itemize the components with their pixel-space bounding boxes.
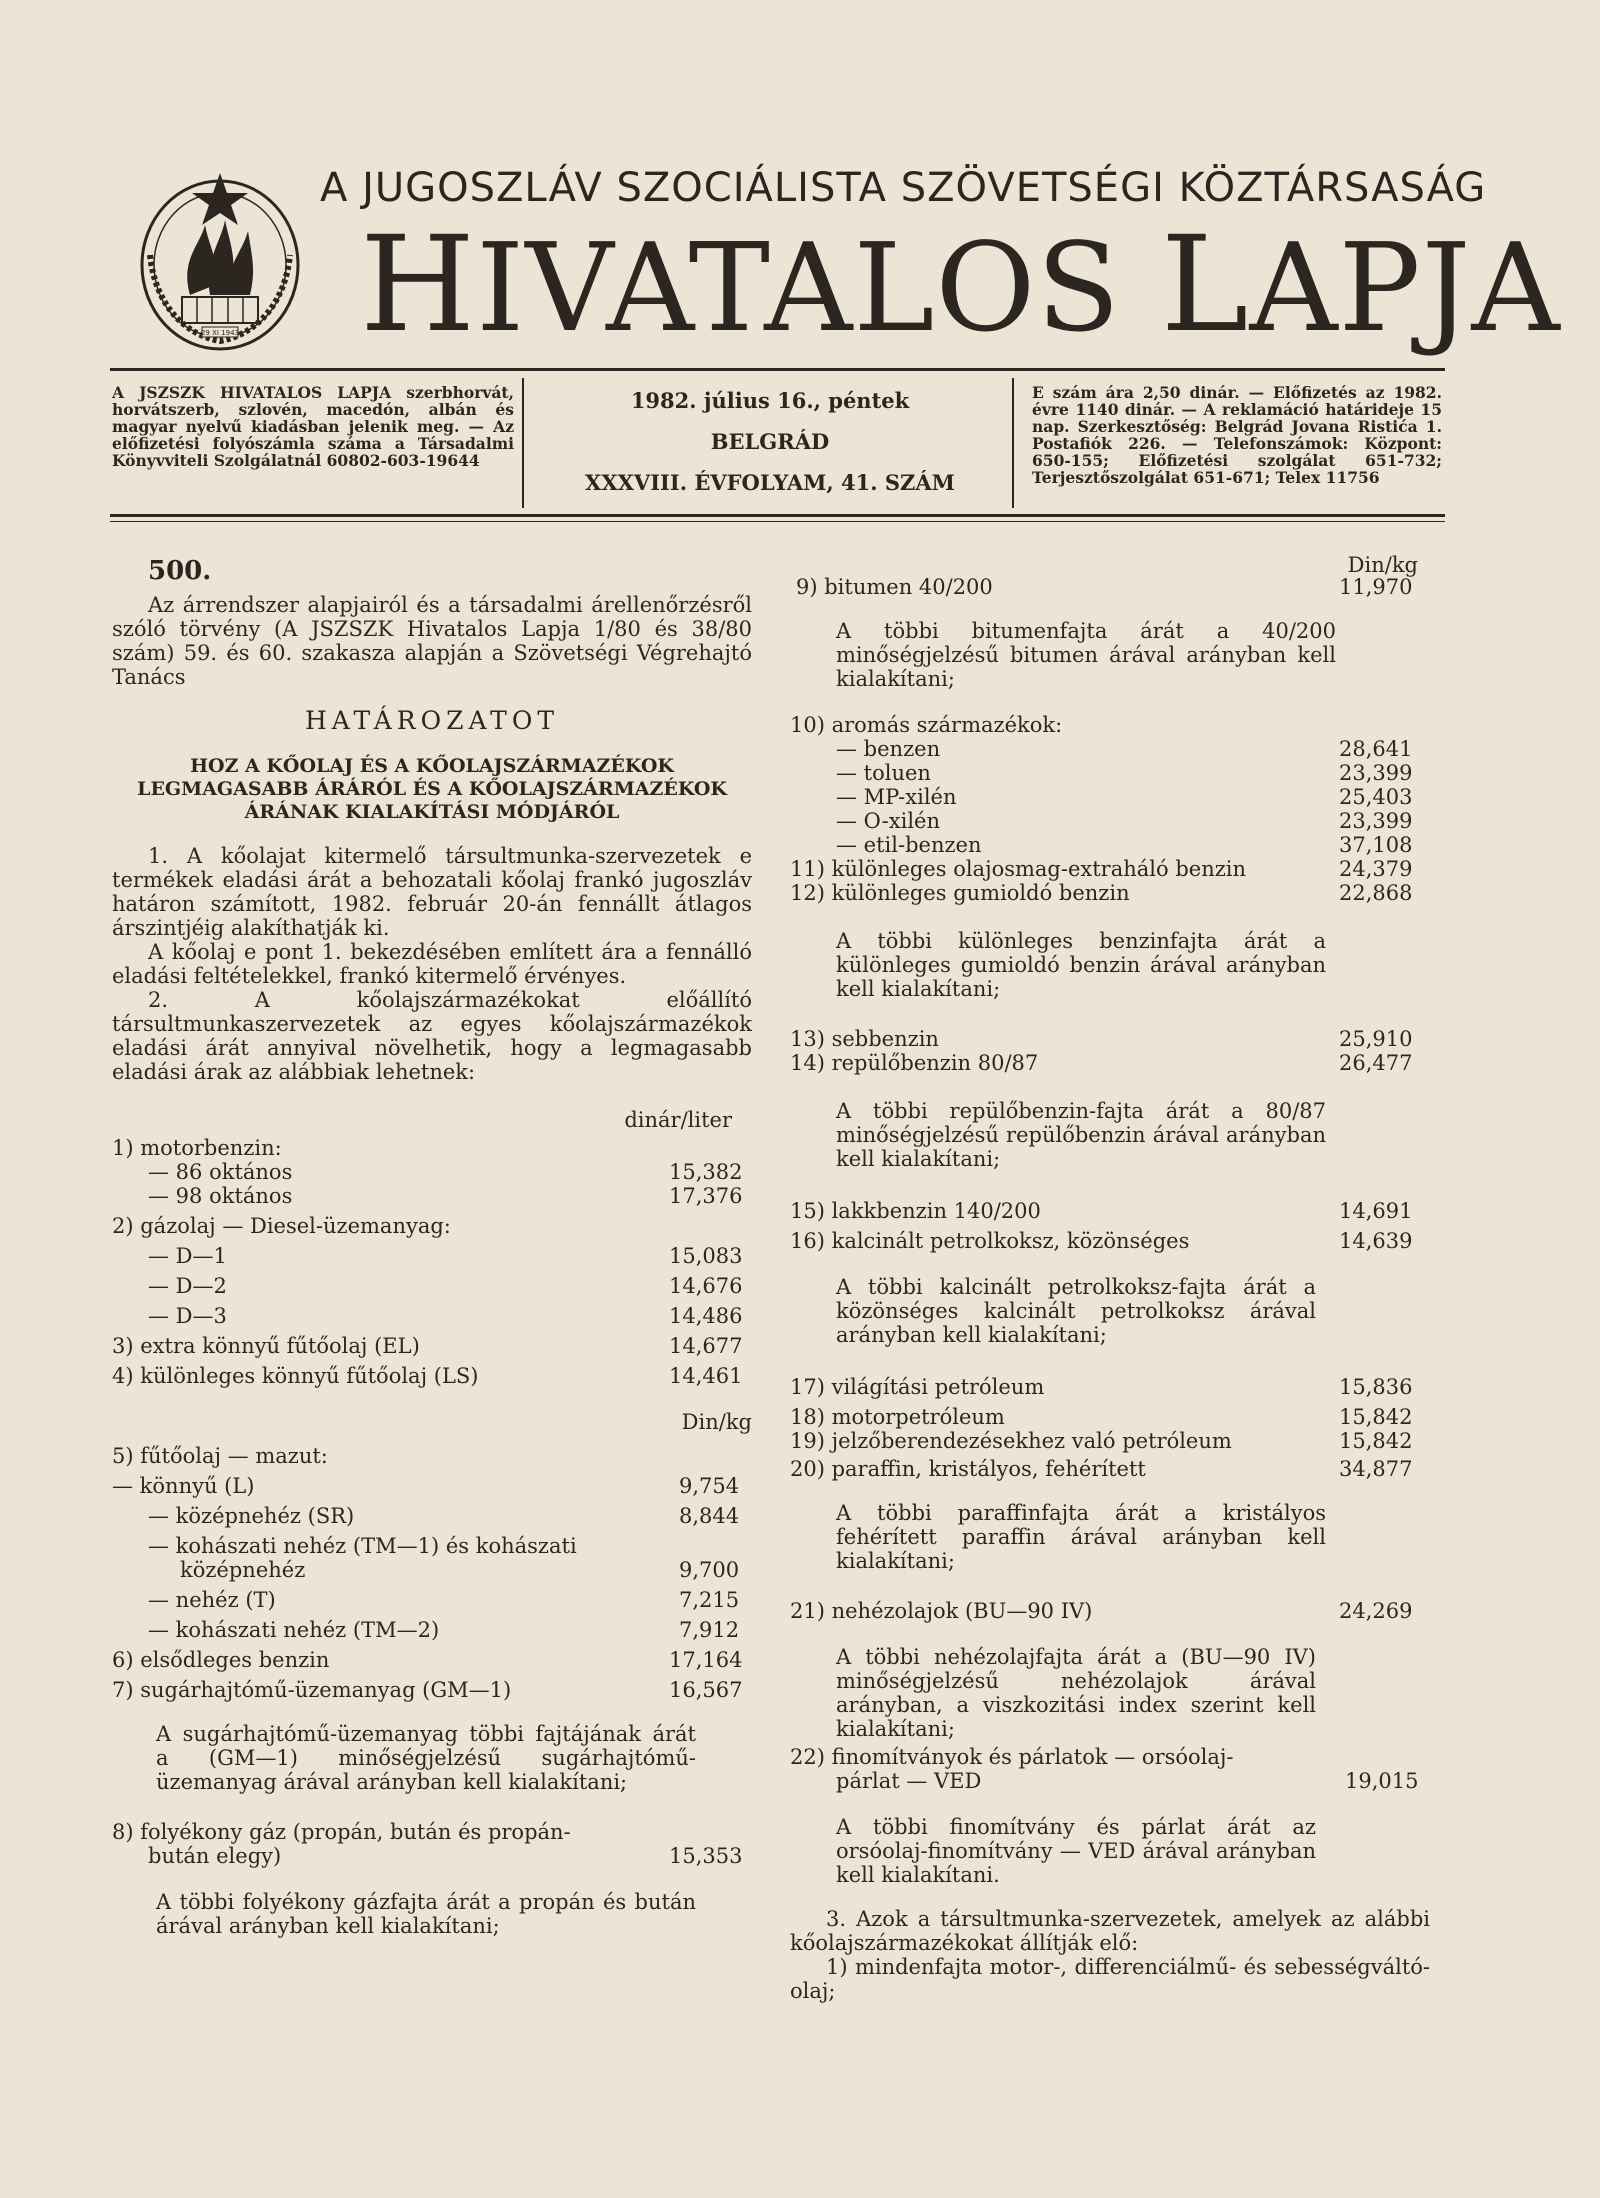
price-row: 3) extra könnyű fűtőolaj (EL) 14,677 [112,1334,743,1358]
price-row: — toluen 23,399 [836,761,1413,785]
paragraph: 2. A kőolajszármazékokat előállító társultmunkaszervezetek az egyes kőolajszármazékok eladási árát annyival növelhetik, hogy a legmagasabb eladási árak az alábbiak lehetnek: [112,988,752,1084]
header-price-info: E szám ára 2,50 dinár. — Előfizetés az 1982. évre 1140 dinár. — A reklamáció határideje 15 nap. Szerkesztőség: Belgrád Jovana Ristića 1. Postafiók 226. — Telefonszámok: Központ: 650-155; Előfizetési szolgálat 651-732; Terjesztőszolgálat 651-671; Telex 11756 [1032,383,1442,487]
price-row: — benzen 28,641 [836,737,1413,761]
paragraph: 1. A kőolajat kitermelő társultmunka-szervezetek e termékek eladási árát a behozatali kőolaj frankó jugoszláv határon számított, 1982. február 20-án fennállt átlagos árszintjéig alakíthatják ki. [112,844,752,940]
note-paragraph: A többi nehézolajfajta árát a (BU—90 IV) minőségjelzésű nehézolajok árával arányban, a viszkozitási index szerint kell kialakítani; [836,1645,1316,1741]
masthead [130,165,1561,365]
paragraph: 3. Azok a társultmunka-szervezetek, amelyek az alábbi kőolajszármazékokat állítják elő: [790,1907,1430,1955]
price-row: bután elegy) 15,353 [148,1844,743,1868]
masthead-superline: A JUGOSZLÁV SZOCIÁLISTA SZÖVETSÉGI KÖZTÁRSASÁG [320,165,1487,211]
issue-number: XXXVIII. ÉVFOLYAM, 41. SZÁM [585,470,955,495]
unit-label: Din/kg [1347,553,1418,577]
price-row: — könnyű (L) 9,754 [112,1474,740,1498]
price-row: középnehéz 9,700 [180,1558,740,1582]
price-row: 10) aromás származékok: [790,713,1063,737]
note-paragraph: A többi finomítvány és párlat árát az orsóolaj-finomítvány — VED árával arányban kell kialakítani. [836,1815,1316,1887]
left-column [112,555,752,1938]
price-row: — D—2 14,676 [148,1274,743,1298]
price-row: 21) nehézolajok (BU—90 IV) 24,269 [790,1599,1413,1623]
note-paragraph: A többi bitumenfajta árát a 40/200 minőségjelzésű bitumen árával arányban kell kialakítani; [836,619,1336,691]
header-divider [1012,378,1014,508]
masthead-title: HIVATALOS LAPJA [360,208,1561,362]
paragraph: A kőolaj e pont 1. bekezdésében említett ára a fennálló eladási feltételekkel, frankó kitermelő érvényes. [112,940,752,988]
header-subscription-info: A JSZSZK HIVATALOS LAPJA szerbhorvát, horvátszerb, szlovén, macedón, albán és magyar nyelvű kiadásban jelenik meg. — Az előfizetési folyószámla száma a Társadalmi Könyvviteli Szolgálatnál 60802-603-19644 [112,383,514,470]
decree-intro: Az árrendszer alapjairól és a társadalmi árellenőrzésről szóló törvény (A JSZSZK Hivatalos Lapja 1/80 és 38/80 szám) 59. és 60. szakasza alapján a Szövetségi Végrehajtó Tanács [112,593,752,689]
header-bottom-rule [110,514,1445,517]
price-row: — etil-benzen 37,108 [836,833,1413,857]
header-top-rule [110,368,1445,371]
price-row: 6) elsődleges benzin 17,164 [112,1648,743,1672]
price-row: — nehéz (T) 7,215 [148,1588,740,1612]
price-row: 2) gázolaj — Diesel-üzemanyag: [112,1214,451,1238]
note-paragraph: A többi paraffinfajta árát a kristályos fehérített paraffin árával arányban kell kialakítani; [836,1501,1326,1573]
price-row: 22) finomítványok és párlatok — orsóolaj- [790,1745,1234,1769]
price-row: 15) lakkbenzin 140/200 14,691 [790,1199,1413,1223]
header-divider [522,378,524,508]
price-row: 8) folyékony gáz (propán, bután és propán- [112,1820,571,1844]
price-row: 4) különleges könnyű fűtőolaj (LS) 14,461 [112,1364,743,1388]
state-emblem-icon [130,165,310,355]
paragraph: 1) mindenfajta motor-, differenciálmű- és sebességváltó-olaj; [790,1955,1430,2003]
price-row: 12) különleges gumioldó benzin 22,868 [790,881,1413,905]
price-row: — D—3 14,486 [148,1304,743,1328]
issue-date: 1982. július 16., péntek [630,388,910,413]
note-paragraph: A sugárhajtómű-üzemanyag többi fajtájának árát a (GM—1) minőségjelzésű sugárhajtómű-üzemanyag árával arányban kell kialakítani; [156,1722,696,1794]
note-paragraph: A többi folyékony gázfajta árát a propán és bután árával arányban kell kialakítani; [156,1890,696,1938]
price-list-2 [112,1444,752,1702]
price-row: 1) motorbenzin: [112,1136,282,1160]
price-row: — 86 oktános 15,382 [148,1160,743,1184]
decree-number: 500. [148,556,212,586]
note-paragraph: A többi repülőbenzin-fajta árát a 80/87 minőségjelzésű repülőbenzin árával arányban kell kialakítani; [836,1099,1326,1171]
decree-heading: HATÁROZATOT [304,706,560,735]
issue-city: BELGRÁD [710,429,830,454]
note-paragraph: A többi kalcinált petrolkoksz-fajta árát a közönséges kalcinált petrolkoksz árával arányban kell kialakítani; [836,1275,1316,1347]
price-row: — 98 oktános 17,376 [148,1184,743,1208]
price-row: — D—1 15,083 [148,1244,743,1268]
price-row: 11) különleges olajosmag-extraháló benzin 24,379 [790,857,1413,881]
price-row: 17) világítási petróleum 15,836 [790,1375,1413,1399]
price-row: 5) fűtőolaj — mazut: [112,1444,328,1468]
right-column [790,555,1440,2003]
price-row: — O-xilén 23,399 [836,809,1413,833]
price-row: 13) sebbenzin 25,910 [790,1027,1413,1051]
price-row: 9) bitumen 40/200 11,970 [796,575,1413,599]
price-row: 14) repülőbenzin 80/87 26,477 [790,1051,1413,1075]
price-row: — MP-xilén 25,403 [836,785,1413,809]
decree-subheading: HOZ A KŐOLAJ ÉS A KŐOLAJSZÁRMAZÉKOK LEGMAGASABB ÁRÁRÓL ÉS A KŐOLAJSZÁRMAZÉKOK ÁRÁNAK KIALAKÍTÁSI MÓDJÁRÓL [137,755,727,823]
price-row: 19) jelzőberendezésekhez való petróleum 15,842 [790,1429,1413,1453]
price-list-1 [112,1136,752,1388]
price-row: 7) sugárhajtómű-üzemanyag (GM—1) 16,567 [112,1678,743,1702]
price-row: — kohászati nehéz (TM—2) 7,912 [148,1618,740,1642]
price-row: 16) kalcinált petrolkoksz, közönséges 14,639 [790,1229,1413,1253]
note-paragraph: A többi különleges benzinfajta árát a különleges gumioldó benzin árával arányban kell kialakítani; [836,929,1326,1001]
price-row: — középnehéz (SR) 8,844 [148,1504,740,1528]
header-issue-info [540,388,1000,511]
price-row: — kohászati nehéz (TM—1) és kohászati [148,1534,577,1558]
price-row: 18) motorpetróleum 15,842 [790,1405,1413,1429]
header-bottom-rule-thin [110,521,1445,522]
unit-label: Din/kg [681,1410,752,1434]
price-row: párlat — VED 19,015 [836,1769,1419,1793]
emblem-date: 29 XI 1943 [200,329,240,337]
unit-label: dinár/liter [624,1108,732,1132]
price-row: 20) paraffin, kristályos, fehérített 34,877 [790,1457,1413,1481]
